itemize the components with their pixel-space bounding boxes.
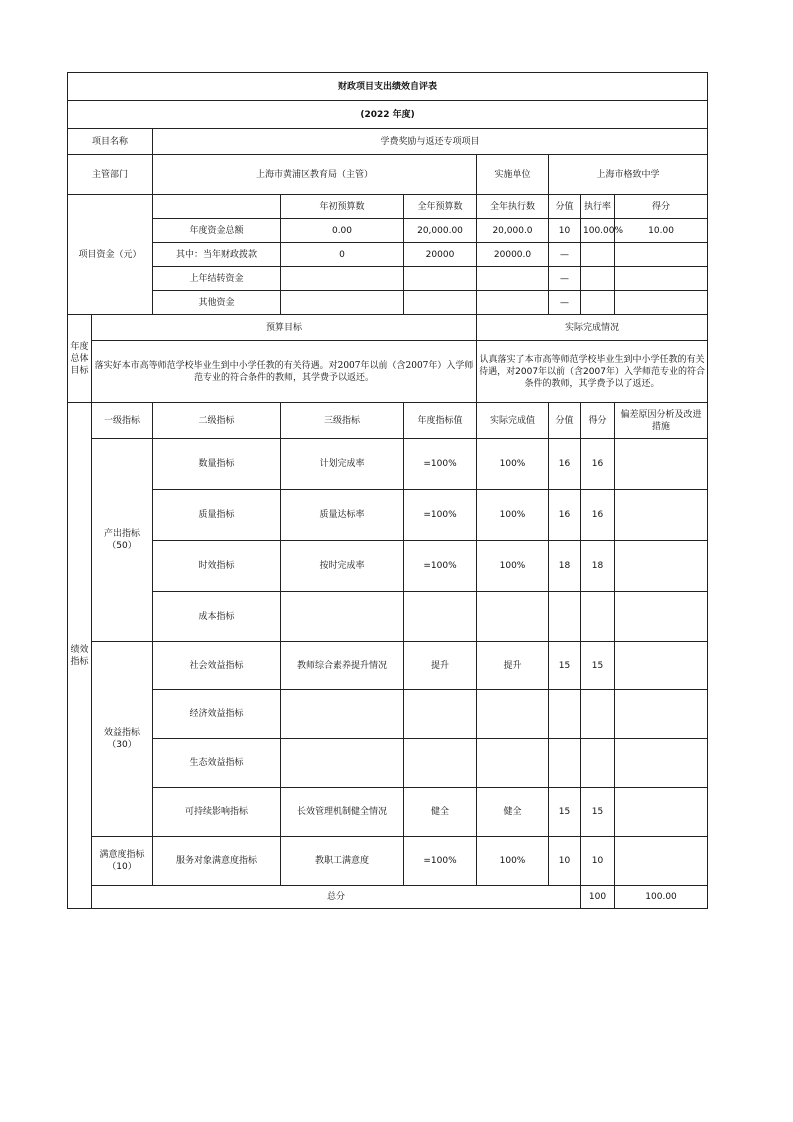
funds-row — [68, 267, 708, 291]
performance-evaluation-sheet — [67, 72, 707, 909]
indicator-row — [68, 541, 708, 592]
impl-unit-value: 上海市格致中学 — [549, 155, 708, 195]
funds-row — [68, 291, 708, 315]
funds-row-score: 10.00 — [615, 219, 708, 243]
indicator-score: 18 — [581, 541, 615, 592]
funds-header-rate: 执行率 — [581, 195, 615, 219]
indicator-level2: 可持续影响指标 — [153, 788, 281, 837]
funds-row-score-value: — — [549, 291, 581, 315]
funds-row-executed: 20,000.0 — [477, 219, 549, 243]
indicator-reason — [615, 690, 708, 739]
funds-row-rate: 100.00% — [581, 219, 615, 243]
indicator-score — [581, 592, 615, 642]
funds-header-annual: 全年预算数 — [404, 195, 477, 219]
actual-completion-text: 认真落实了本市高等师范学校毕业生到中小学任教的有关待遇，对2007年以前（含2007年）入学师范专业的符合条件的教师，其学费予以了返还。 — [477, 341, 708, 403]
budget-goal-text: 落实好本市高等师范学校毕业生到中小学任教的有关待遇。对2007年以前（含2007年）入学师范专业的符合条件的教师，其学费予以返还。 — [92, 341, 477, 403]
funds-row-name: 上年结转资金 — [153, 267, 281, 291]
indicator-row — [68, 690, 708, 739]
indicator-actual: 提升 — [477, 642, 549, 690]
funds-header-score-value: 分值 — [549, 195, 581, 219]
funds-row-initial: 0 — [281, 243, 404, 267]
perf-header-level3: 三级指标 — [281, 403, 404, 439]
funds-row — [68, 243, 708, 267]
funds-row-rate — [581, 291, 615, 315]
funds-row-annual: 20000 — [404, 243, 477, 267]
indicator-score-value — [549, 690, 581, 739]
funds-row-name: 其他资金 — [153, 291, 281, 315]
indicator-level3: 教师综合素养提升情况 — [281, 642, 404, 690]
indicator-target: =100% — [404, 490, 477, 541]
funds-row — [68, 219, 708, 243]
indicator-actual: 100% — [477, 541, 549, 592]
funds-header-executed: 全年执行数 — [477, 195, 549, 219]
indicator-level3: 长效管理机制健全情况 — [281, 788, 404, 837]
impl-unit-label: 实施单位 — [477, 155, 549, 195]
indicator-score — [581, 739, 615, 788]
indicator-actual: 健全 — [477, 788, 549, 837]
indicator-row — [68, 490, 708, 541]
indicator-row — [68, 739, 708, 788]
funds-header-initial: 年初预算数 — [281, 195, 404, 219]
indicator-score: 16 — [581, 490, 615, 541]
indicator-level3 — [281, 690, 404, 739]
perf-header-level1: 一级指标 — [92, 403, 153, 439]
indicator-level2: 社会效益指标 — [153, 642, 281, 690]
perf-header-score: 得分 — [581, 403, 615, 439]
funds-row-rate — [581, 267, 615, 291]
funds-row-score-value: — — [549, 243, 581, 267]
funds-row-executed — [477, 267, 549, 291]
indicator-score-value: 15 — [549, 642, 581, 690]
funds-row-annual: 20,000.00 — [404, 219, 477, 243]
perf-header-score-value: 分值 — [549, 403, 581, 439]
indicator-reason — [615, 490, 708, 541]
indicator-level3 — [281, 592, 404, 642]
indicator-target: 提升 — [404, 642, 477, 690]
indicator-reason — [615, 592, 708, 642]
evaluation-table — [67, 72, 708, 909]
funds-header-score: 得分 — [615, 195, 708, 219]
indicator-row — [68, 788, 708, 837]
funds-row-score — [615, 267, 708, 291]
indicator-row — [68, 642, 708, 690]
perf-header-target: 年度指标值 — [404, 403, 477, 439]
indicator-level2: 成本指标 — [153, 592, 281, 642]
indicator-score — [581, 690, 615, 739]
indicator-score: 16 — [581, 439, 615, 490]
group-benefit-label: 效益指标（30） — [92, 642, 153, 837]
funds-row-score — [615, 291, 708, 315]
total-score-value: 100 — [581, 886, 615, 909]
funds-row-rate — [581, 243, 615, 267]
indicator-reason — [615, 541, 708, 592]
perf-header-level2: 二级指标 — [153, 403, 281, 439]
funds-row-name: 年度资金总额 — [153, 219, 281, 243]
group-satisfaction-label: 满意度指标（10） — [92, 837, 153, 886]
indicator-score-value — [549, 592, 581, 642]
indicator-reason — [615, 439, 708, 490]
indicator-reason — [615, 837, 708, 886]
total-score: 100.00 — [615, 886, 708, 909]
funds-row-score-value: 10 — [549, 219, 581, 243]
perf-indicators-label: 绩效指标 — [68, 403, 92, 909]
indicator-actual — [477, 592, 549, 642]
annual-goal-label: 年度总体目标 — [68, 315, 92, 403]
indicator-level2: 服务对象满意度指标 — [153, 837, 281, 886]
funds-row-annual — [404, 267, 477, 291]
indicator-row — [68, 439, 708, 490]
indicator-level3: 计划完成率 — [281, 439, 404, 490]
indicator-row — [68, 837, 708, 886]
indicator-level3: 质量达标率 — [281, 490, 404, 541]
indicator-level3 — [281, 739, 404, 788]
funds-row-score-value: — — [549, 267, 581, 291]
indicator-score: 10 — [581, 837, 615, 886]
indicator-target: =100% — [404, 541, 477, 592]
indicator-actual: 100% — [477, 439, 549, 490]
indicator-level2: 生态效益指标 — [153, 739, 281, 788]
indicator-actual — [477, 739, 549, 788]
form-title: 财政项目支出绩效自评表 — [68, 73, 708, 101]
indicator-score: 15 — [581, 788, 615, 837]
funds-row-name: 其中：当年财政拨款 — [153, 243, 281, 267]
indicator-target: =100% — [404, 837, 477, 886]
funds-row-initial — [281, 291, 404, 315]
indicator-score: 15 — [581, 642, 615, 690]
funds-row-initial — [281, 267, 404, 291]
indicator-reason — [615, 739, 708, 788]
funds-label: 项目资金（元） — [68, 195, 153, 315]
project-name-value: 学费奖励与返还专项项目 — [153, 129, 708, 155]
indicator-score-value: 10 — [549, 837, 581, 886]
indicator-target — [404, 739, 477, 788]
perf-header-reason: 偏差原因分析及改进措施 — [615, 403, 708, 439]
dept-value: 上海市黄浦区教育局（主管） — [153, 155, 477, 195]
funds-row-score — [615, 243, 708, 267]
indicator-level3: 按时完成率 — [281, 541, 404, 592]
indicator-score-value: 18 — [549, 541, 581, 592]
perf-header-actual: 实际完成值 — [477, 403, 549, 439]
group-output-label: 产出指标（50） — [92, 439, 153, 642]
indicator-score-value: 15 — [549, 788, 581, 837]
total-row — [68, 886, 708, 909]
indicator-actual — [477, 690, 549, 739]
funds-row-executed: 20000.0 — [477, 243, 549, 267]
funds-corner-cell — [153, 195, 281, 219]
indicator-level2: 质量指标 — [153, 490, 281, 541]
indicator-level3: 教职工满意度 — [281, 837, 404, 886]
project-name-label: 项目名称 — [68, 129, 153, 155]
indicator-target — [404, 592, 477, 642]
indicator-reason — [615, 788, 708, 837]
indicator-reason — [615, 642, 708, 690]
indicator-target: 健全 — [404, 788, 477, 837]
indicator-target: =100% — [404, 439, 477, 490]
indicator-score-value: 16 — [549, 439, 581, 490]
total-label: 总分 — [92, 886, 581, 909]
indicator-actual: 100% — [477, 837, 549, 886]
indicator-level2: 时效指标 — [153, 541, 281, 592]
indicator-level2: 经济效益指标 — [153, 690, 281, 739]
indicator-score-value — [549, 739, 581, 788]
dept-label: 主管部门 — [68, 155, 153, 195]
funds-row-annual — [404, 291, 477, 315]
indicator-score-value: 16 — [549, 490, 581, 541]
actual-completion-header: 实际完成情况 — [477, 315, 708, 341]
indicator-row — [68, 592, 708, 642]
indicator-actual: 100% — [477, 490, 549, 541]
budget-goal-header: 预算目标 — [92, 315, 477, 341]
indicator-level2: 数量指标 — [153, 439, 281, 490]
funds-row-initial: 0.00 — [281, 219, 404, 243]
indicator-target — [404, 690, 477, 739]
form-year: (2022 年度) — [68, 101, 708, 129]
funds-row-executed — [477, 291, 549, 315]
